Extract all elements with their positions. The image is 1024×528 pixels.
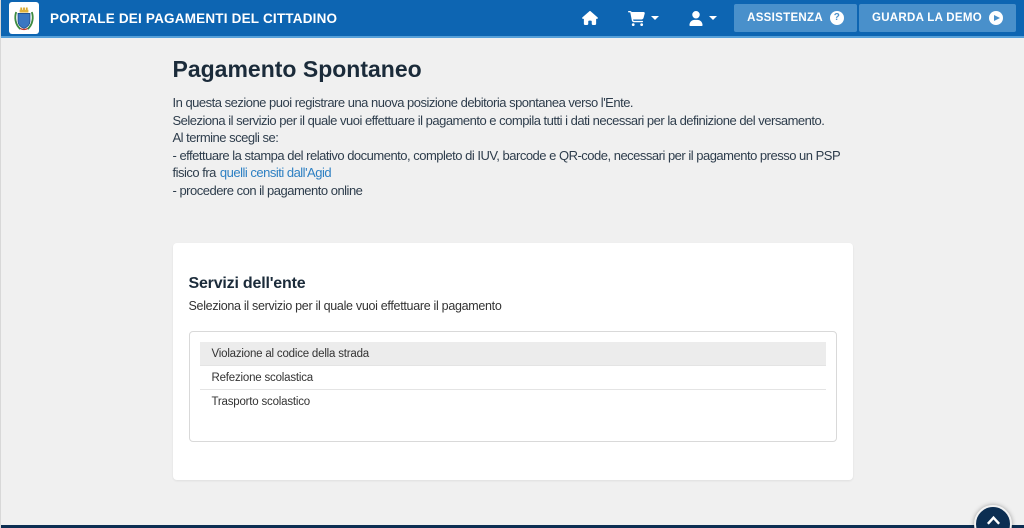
top-navbar	[1, 0, 1024, 38]
intro-line: In questa sezione puoi registrare una nuova posizione debitoria spontanea verso l'Ente.	[172, 95, 634, 110]
servizi-ente-card	[173, 243, 853, 480]
assistenza-button[interactable]	[734, 4, 857, 32]
intro-line-prefix: fisico fra	[172, 165, 216, 180]
page-title: Pagamento Spontaneo	[172, 56, 422, 82]
assistenza-label: ASSISTENZA	[747, 12, 823, 24]
main-content	[173, 38, 853, 480]
question-circle-icon: ?	[830, 11, 844, 25]
home-icon	[582, 11, 598, 25]
home-button[interactable]	[567, 0, 613, 37]
intro-line: Seleziona il servizio per il quale vuoi effettuare il pagamento e compila tutti i dati necessari per la definizione del versamento.	[172, 112, 825, 128]
caret-down-icon	[709, 16, 717, 20]
cart-menu-button[interactable]	[613, 0, 674, 37]
intro-line: - effettuare la stampa del relativo documento, completo di IUV, barcode e QR-code, necessari per il pagamento presso un PSP	[172, 147, 841, 163]
play-circle-icon	[989, 11, 1003, 25]
intro-text	[173, 94, 853, 199]
caret-down-icon	[651, 16, 659, 20]
chevron-up-icon	[986, 515, 1001, 526]
card-title: Servizi dell'ente	[188, 275, 306, 292]
service-list	[189, 331, 837, 442]
guarda-la-demo-button[interactable]	[859, 4, 1016, 32]
user-menu-button[interactable]	[674, 0, 732, 37]
intro-line: - procedere con il pagamento online	[172, 182, 363, 198]
intro-line: Al termine scegli se:	[172, 130, 279, 145]
agid-psp-link[interactable]: quelli censiti dall'Agid	[219, 165, 332, 180]
portal-title: PORTALE DEI PAGAMENTI DEL CITTADINO	[50, 10, 338, 26]
coat-of-arms-graphic	[13, 6, 35, 31]
demo-label: GUARDA LA DEMO	[871, 12, 982, 24]
service-item-trasporto-scolastico[interactable]: Trasporto scolastico	[211, 396, 310, 408]
scroll-to-top-button[interactable]	[974, 505, 1012, 528]
service-item-refezione-scolastica[interactable]: Refezione scolastica	[200, 366, 826, 390]
user-icon	[689, 11, 703, 26]
card-subtitle: Seleziona il servizio per il quale vuoi effettuare il pagamento	[188, 299, 502, 313]
intro-line	[173, 164, 853, 182]
cart-icon	[628, 11, 645, 26]
brand	[9, 2, 337, 34]
municipal-coat-of-arms-icon[interactable]	[9, 2, 39, 34]
navbar-actions	[567, 0, 1016, 37]
service-item-violazione-codice-strada[interactable]: Violazione al codice della strada	[200, 342, 826, 366]
